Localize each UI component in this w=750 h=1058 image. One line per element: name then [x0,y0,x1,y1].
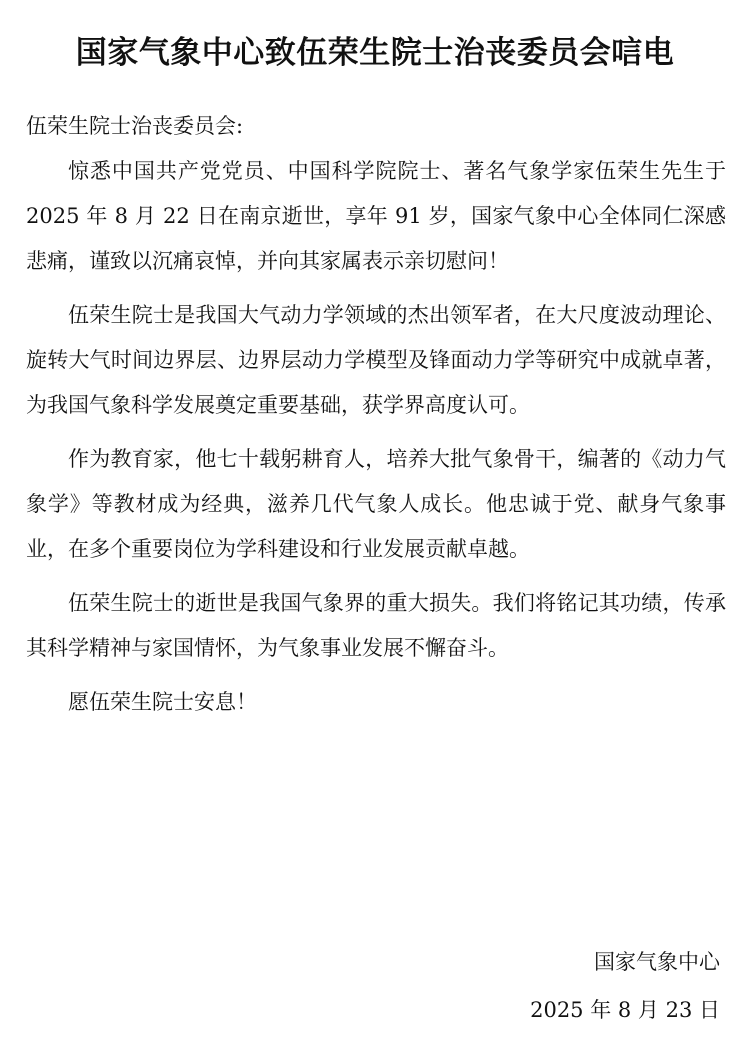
signature-organization: 国家气象中心 [594,950,720,974]
document-title: 国家气象中心致伍荣生院士治丧委员会唁电 [75,35,675,71]
paragraph-legacy: 伍荣生院士的逝世是我国气象界的重大损失。我们将铭记其功绩，传承其科学精神与家国情怀，为气象事业发展不懈奋斗。 [26,591,726,660]
signature-block [530,938,720,1034]
document-body [26,104,726,734]
paragraph-condolence: 惊悉中国共产党党员、中国科学院院士、著名气象学家伍荣生先生于 2025 年 8 月 22 日在南京逝世，享年 91 岁，国家气象中心全体同仁深感悲痛，谨致以沉痛哀悼，并向其家属表示亲切慰问！ [26,159,726,273]
paragraph-farewell: 愿伍荣生院士安息！ [68,690,257,714]
paragraph-achievements: 伍荣生院士是我国大气动力学领域的杰出领军者，在大尺度波动理论、旋转大气时间边界层、边界层动力学模型及锋面动力学等研究中成就卓著，为我国气象科学发展奠定重要基础，获学界高度认可。 [26,303,726,417]
salutation: 伍荣生院士治丧委员会: [26,114,244,138]
signature-date: 2025 年 8 月 23 日 [530,998,720,1022]
paragraph-education: 作为教育家，他七十载躬耕育人，培养大批气象骨干，编著的《动力气象学》等教材成为经典，滋养几代气象人成长。他忠诚于党、献身气象事业，在多个重要岗位为学科建设和行业发展贡献卓越。 [26,447,726,561]
